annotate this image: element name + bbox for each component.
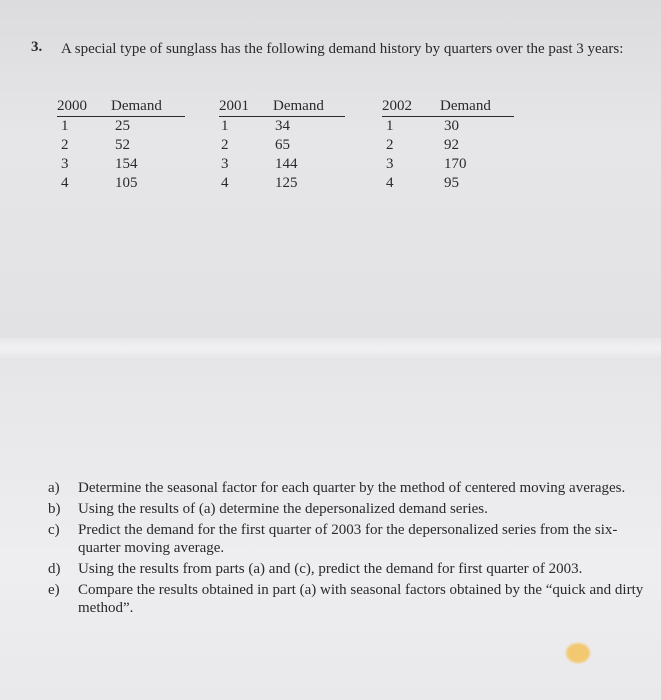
question-number: 3. bbox=[31, 39, 43, 55]
quarter-cell: 2 bbox=[386, 137, 394, 153]
quarter-cell: 4 bbox=[61, 175, 69, 191]
part-label: e) bbox=[48, 582, 60, 598]
quarter-cell: 4 bbox=[221, 175, 229, 191]
demand-cell: 125 bbox=[275, 175, 298, 191]
demand-cell: 92 bbox=[444, 137, 459, 153]
table-row bbox=[382, 155, 514, 174]
part-label: a) bbox=[48, 480, 60, 496]
demand-cell: 65 bbox=[275, 137, 290, 153]
part-label: d) bbox=[48, 561, 61, 577]
table-row bbox=[57, 117, 185, 136]
quarter-cell: 1 bbox=[386, 118, 394, 134]
demand-header: Demand bbox=[273, 98, 324, 114]
part-label: b) bbox=[48, 501, 61, 517]
quarter-cell: 3 bbox=[221, 156, 229, 172]
demand-cell: 95 bbox=[444, 175, 459, 191]
demand-table-2002 bbox=[382, 97, 514, 193]
table-row bbox=[57, 136, 185, 155]
demand-cell: 34 bbox=[275, 118, 290, 134]
demand-cell: 105 bbox=[115, 175, 138, 191]
table-row bbox=[219, 136, 345, 155]
part-text: Compare the results obtained in part (a) with seasonal factors obtained by the “quick and dirty method”. bbox=[78, 582, 644, 616]
table-header bbox=[57, 97, 185, 117]
quarter-cell: 3 bbox=[386, 156, 394, 172]
quarter-cell: 1 bbox=[221, 118, 229, 134]
table-header bbox=[382, 97, 514, 117]
sub-questions bbox=[48, 479, 648, 620]
quarter-cell: 1 bbox=[61, 118, 69, 134]
light-glare bbox=[566, 643, 590, 663]
table-row bbox=[219, 117, 345, 136]
table-row bbox=[57, 155, 185, 174]
demand-table-2001 bbox=[219, 97, 345, 193]
demand-table-2000 bbox=[57, 97, 185, 193]
table-row bbox=[382, 136, 514, 155]
table-row bbox=[219, 174, 345, 193]
demand-cell: 144 bbox=[275, 156, 298, 172]
part-text: Determine the seasonal factor for each quarter by the method of centered moving averages. bbox=[78, 480, 626, 496]
part-a bbox=[48, 479, 648, 497]
question-text: A special type of sunglass has the following demand history by quarters over the past 3 years: bbox=[61, 41, 624, 57]
part-d bbox=[48, 560, 648, 578]
table-row bbox=[382, 174, 514, 193]
part-label: c) bbox=[48, 522, 60, 538]
demand-cell: 154 bbox=[115, 156, 138, 172]
table-row bbox=[57, 174, 185, 193]
part-c bbox=[48, 521, 648, 557]
demand-header: Demand bbox=[111, 98, 162, 114]
part-b bbox=[48, 500, 648, 518]
table-row bbox=[219, 155, 345, 174]
demand-cell: 170 bbox=[444, 156, 467, 172]
year-header: 2002 bbox=[382, 98, 412, 114]
table-row bbox=[382, 117, 514, 136]
demand-cell: 52 bbox=[115, 137, 130, 153]
part-text: Predict the demand for the first quarter of 2003 for the depersonalized series from the six-quarter moving average. bbox=[78, 522, 618, 556]
quarter-cell: 2 bbox=[221, 137, 229, 153]
demand-header: Demand bbox=[440, 98, 491, 114]
demand-cell: 30 bbox=[444, 118, 459, 134]
quarter-cell: 2 bbox=[61, 137, 69, 153]
part-text: Using the results of (a) determine the depersonalized demand series. bbox=[78, 501, 488, 517]
quarter-cell: 4 bbox=[386, 175, 394, 191]
table-header bbox=[219, 97, 345, 117]
year-header: 2001 bbox=[219, 98, 249, 114]
part-e bbox=[48, 581, 648, 617]
demand-cell: 25 bbox=[115, 118, 130, 134]
year-header: 2000 bbox=[57, 98, 87, 114]
part-text: Using the results from parts (a) and (c), predict the demand for first quarter of 2003. bbox=[78, 561, 583, 577]
quarter-cell: 3 bbox=[61, 156, 69, 172]
paper-fold-band bbox=[0, 338, 661, 360]
